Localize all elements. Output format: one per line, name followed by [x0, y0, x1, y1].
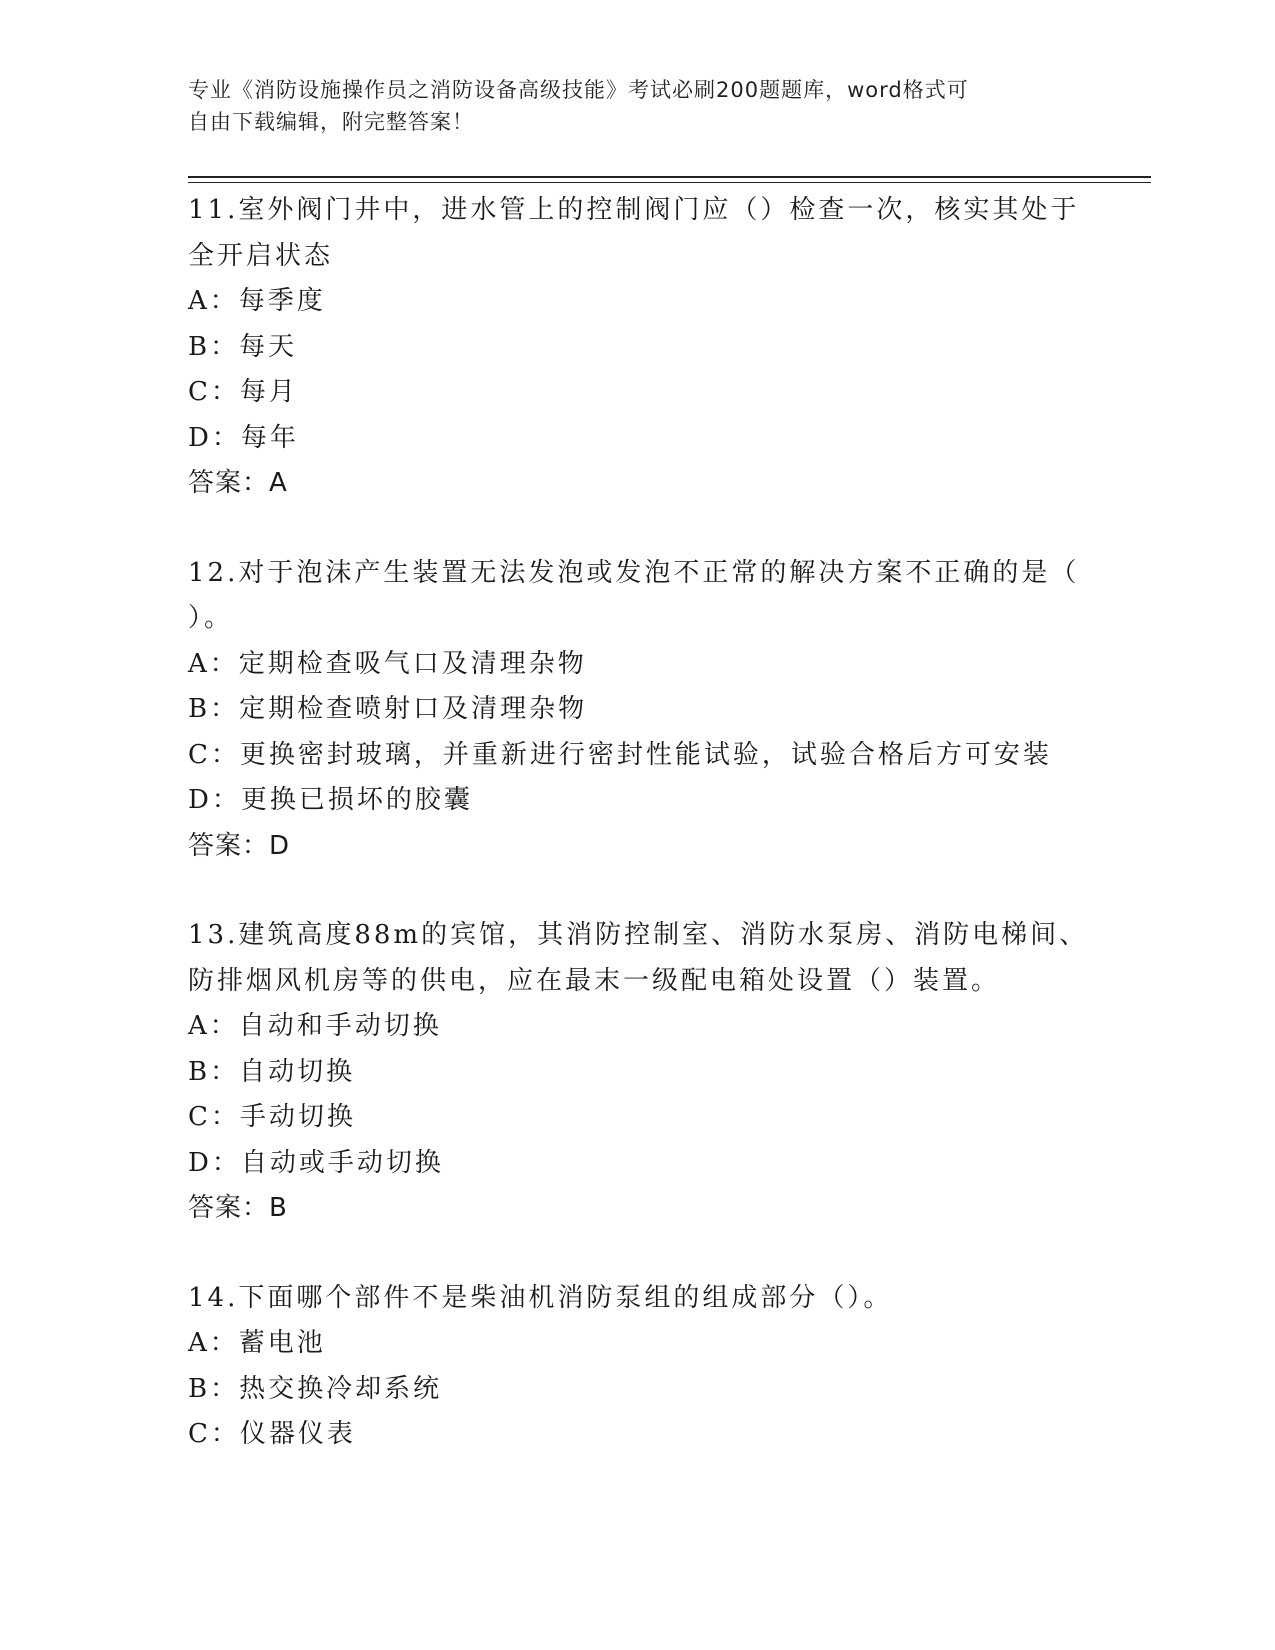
question-stem: 13.建筑高度88m的宾馆，其消防控制室、消防水泵房、消防电梯间、	[188, 920, 1089, 950]
option-c: C：每月	[188, 377, 298, 407]
option-b: B：自动切换	[188, 1056, 356, 1087]
question-14	[188, 1276, 1088, 1458]
option-d: D：更换已损坏的胶囊	[188, 785, 473, 815]
header-line-1: 专业《消防设施操作员之消防设备高级技能》考试必刷200题题库，word格式可	[188, 78, 969, 102]
option-a: A：蓄电池	[188, 1328, 326, 1358]
option-d: D：自动或手动切换	[188, 1147, 444, 1178]
option-d: D：每年	[188, 422, 299, 453]
option-c: C：手动切换	[188, 1102, 356, 1132]
question-list	[188, 188, 1088, 1458]
header-divider-thin	[188, 182, 1151, 183]
header-line-2: 自由下载编辑，附完整答案！	[188, 110, 474, 134]
question-stem-continued: ）。	[188, 603, 234, 633]
option-b: B：定期检查喷射口及清理杂物	[188, 694, 588, 724]
question-stem: 11.室外阀门井中，进水管上的控制阀门应（）检查一次，核实其处于	[188, 195, 1080, 225]
option-a: A：自动和手动切换	[188, 1011, 442, 1041]
question-stem: 14.下面哪个部件不是柴油机消防泵组的组成部分（）。	[188, 1282, 893, 1313]
option-c: C：仪器仪表	[188, 1419, 356, 1449]
option-b: B：每天	[188, 331, 298, 362]
option-c: C：更换密封玻璃，并重新进行密封性能试验，试验合格后方可安装	[188, 739, 1052, 770]
option-b: B：热交换冷却系统	[188, 1373, 443, 1404]
document-header	[188, 74, 1068, 138]
answer: 答案：B	[188, 1193, 288, 1223]
question-stem-continued: 防排烟风机房等的供电，应在最末一级配电箱处设置（）装置。	[188, 965, 1001, 996]
answer: 答案：D	[188, 830, 291, 861]
question-13	[188, 913, 1088, 1232]
option-a: A：每季度	[188, 286, 326, 316]
header-divider-thick	[188, 176, 1151, 178]
question-stem: 12.对于泡沫产生装置无法发泡或发泡不正常的解决方案不正确的是（	[188, 557, 1080, 588]
question-12	[188, 551, 1088, 870]
question-11	[188, 188, 1088, 507]
answer: 答案：A	[188, 468, 288, 498]
option-a: A：定期检查吸气口及清理杂物	[188, 648, 587, 679]
question-stem-continued: 全开启状态	[188, 240, 334, 271]
